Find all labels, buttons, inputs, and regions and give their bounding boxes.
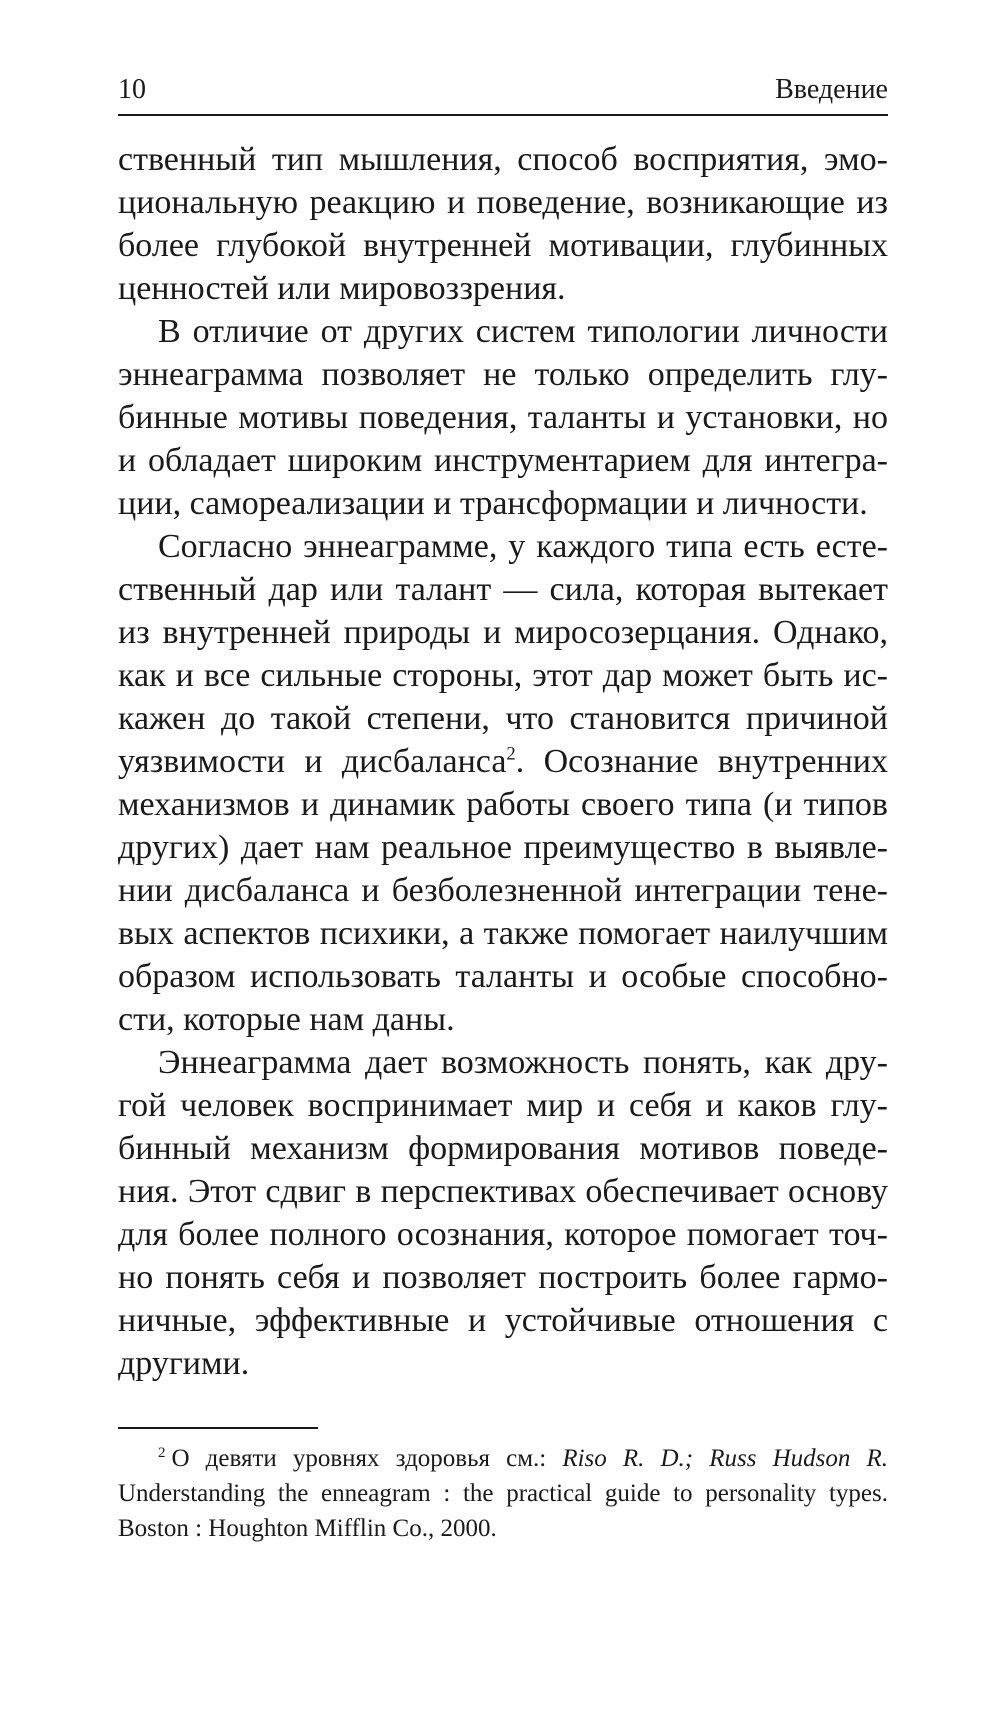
section-title: Введение (775, 74, 888, 105)
paragraph-text-before-ref: Согласно эннеаграмме, у каждого типа есть естественный дар или талант — сила, которая вытекает из внутренней природы и миросозерцания. Однако, как и все сильные стороны, этот дар может быть искажен до такой степени, что становится причиной уязвимости и дисбаланса (118, 528, 888, 780)
book-page (118, 70, 888, 1546)
paragraph-text-after-ref: . Осознание внутренних механизмов и динамик работы своего типа (и типов других) дает нам реальное преимущество в выявлении дисбаланса и безболезненной интеграции теневых аспектов психики, а также помогает наилучшим образом использовать таланты и особые способности, которые нам даны. (118, 743, 889, 1038)
footnote-lead: О девяти уровнях здоровья см.: (171, 1445, 563, 1472)
paragraph: В отличие от других систем типологии личности эннеаграмма позволяет не только определить глубинные мотивы поведения, таланты и установки, но и обладает широким инструментарием для интеграции, самореализации и трансформации и личности. (118, 313, 888, 522)
footnote (118, 1441, 888, 1546)
footnote-authors: Riso R. D.; Russ Hudson R. (562, 1445, 888, 1472)
paragraph: Эннеаграмма дает возможность понять, как другой человек воспринимает мир и себя и каков глубинный механизм формирования мотивов поведения. Этот сдвиг в перспективах обеспечивает основу для более полного осознания, которое помогает точно понять себя и позволяет построить более гармоничные, эффективные и устойчивые отношения с другими. (118, 1044, 888, 1382)
page-number: 10 (118, 74, 146, 105)
footnote-divider (118, 1427, 318, 1429)
paragraph-continuation: ственный тип мышления, способ восприятия, эмоциональную реакцию и поведение, возникающие из более глубокой внутренней мотивации, глубинных ценностей или мировоззрения. (118, 141, 888, 307)
body-text (118, 138, 888, 1385)
footnote-number: 2 (158, 1444, 166, 1461)
paragraph (118, 525, 888, 1041)
footnote-reference[interactable]: 2 (506, 743, 516, 765)
running-head (118, 70, 888, 116)
footnote-citation: Understanding the enneagram : the practical guide to personality types. Boston : Houghton Mifflin Co., 2000. (118, 1480, 888, 1542)
